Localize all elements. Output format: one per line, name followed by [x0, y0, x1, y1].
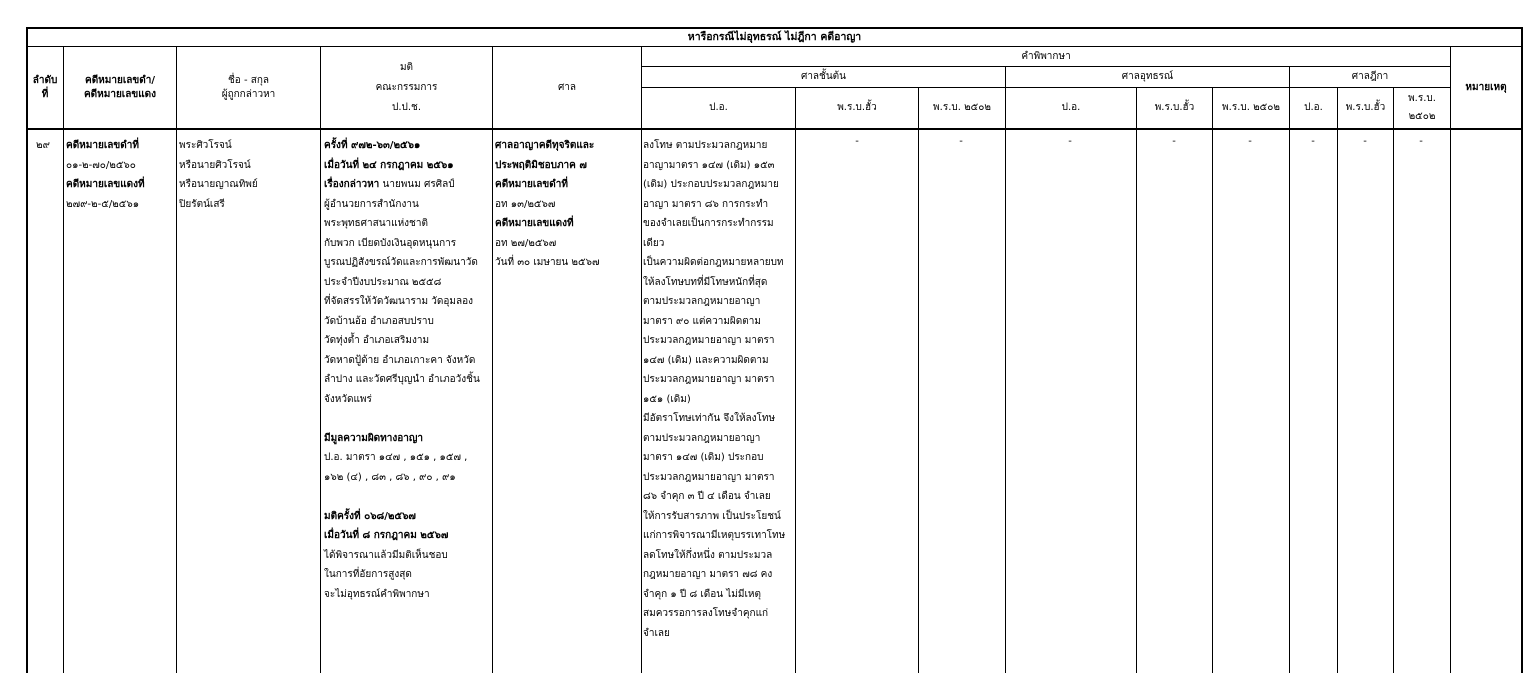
subheader-supreme-pr-2502	[1394, 88, 1450, 128]
resolution-bold-part: เรื่องกล่าวหา	[324, 179, 380, 190]
col-divider	[1136, 87, 1137, 673]
row-case-no	[66, 136, 145, 214]
cell-appeal-pr-old: -	[1172, 136, 1176, 147]
judgment-line: ให้ลงโทษบทที่มีโทษหนักที่สุด	[643, 276, 768, 288]
judgment-line: ประมวลกฎหมายอาญา มาตรา	[643, 374, 775, 385]
resolution-line: จังหวัดแพร่	[324, 393, 372, 405]
right-border	[1521, 27, 1523, 673]
subheader-appeal-po: ป.อ.	[1061, 102, 1081, 113]
resolution-line: ผู้อำนวยการสำนักงาน	[324, 198, 419, 210]
col-divider	[63, 46, 64, 673]
header-case-no-line2: คดีหมายเลขแดง	[83, 88, 157, 100]
resolution-line: เมื่อวันที่ ๒๔ กรกฎาคม ๒๕๖๑	[324, 159, 454, 171]
subheader-supreme-pr-old: พ.ร.บ.ฮั้ว	[1345, 102, 1386, 113]
resolution-line: ป.อ. มาตรา ๑๔๗ , ๑๕๑ , ๑๕๗ ,	[324, 452, 468, 463]
case-no-line: คดีหมายเลขแดงที่	[66, 179, 145, 190]
judgment-line: ๑๕๑ (เดิม)	[643, 393, 691, 405]
cell-supreme-po: -	[1311, 136, 1315, 147]
col-divider	[176, 46, 177, 673]
subheader-appeal-pr-old: พ.ร.บ.ฮั้ว	[1154, 102, 1195, 113]
judgment-line: จำเลย	[643, 627, 670, 639]
row-court	[495, 136, 599, 273]
header-first-court: ศาลชั้นต้น	[800, 71, 847, 82]
header-seq-line2: ที่	[41, 88, 49, 100]
header-resolution-line1: มติ	[399, 61, 414, 73]
resolution-line: เมื่อวันที่ ๘ กรกฎาคม ๒๕๖๗	[324, 530, 449, 541]
col-divider	[1212, 87, 1213, 673]
judgment-line: ลงโทษ ตามประมวลกฎหมาย	[643, 140, 768, 151]
judgment-line: กฎหมายอาญา มาตรา ๗๘ คง	[643, 569, 773, 580]
header-supreme-court: ศาลฎีกา	[1351, 71, 1389, 82]
resolution-line: มีมูลความผิดทางอาญา	[324, 432, 424, 444]
resolution-line: มติครั้งที่ ๐๖๘/๒๕๖๗	[324, 510, 416, 522]
court-line: คดีหมายเลขดำที่	[495, 179, 568, 190]
header-accused-line1: ชื่อ - สกุล	[227, 74, 270, 86]
judgment-line: มีอัตราโทษเท่ากัน จึงให้ลงโทษ	[643, 413, 776, 424]
judgment-line: ประมวลกฎหมายอาญา มาตรา	[643, 335, 775, 346]
resolution-line: วัดบ้านอ้อ อำเภอสบปราบ	[324, 315, 434, 327]
judgment-line: มาตรา ๙๐ แต่ความผิดตาม	[643, 315, 761, 327]
court-line: ศาลอาญาคดีทุจริตและ	[495, 140, 595, 151]
judgment-line: จำคุก ๑ ปี ๘ เดือน ไม่มีเหตุ	[643, 588, 761, 600]
resolution-line: กับพวก เบียดบังเงินอุดหนุนการ	[324, 237, 457, 249]
header-resolution-line2: คณะกรรมการ	[375, 81, 438, 93]
col-divider	[320, 46, 321, 673]
judgment-line: สมควรรอการลงโทษจำคุกแก่	[643, 608, 769, 619]
subheader-supreme-po: ป.อ.	[1304, 102, 1323, 113]
col-divider	[1450, 46, 1451, 673]
resolution-line: ที่จัดสรรให้วัดวัฒนาราม วัดอุมลอง	[324, 296, 473, 307]
col-divider	[1337, 87, 1338, 673]
judgment-line: มาตรา ๑๔๗ (เดิม) ประกอบ	[643, 452, 764, 463]
case-no-line: ๐๑-๒-๗๐/๒๕๖๐	[66, 159, 136, 171]
judgment-line: ตามประมวลกฎหมายอาญา	[643, 432, 761, 444]
judgment-line: ลดโทษให้กึ่งหนึ่ง ตามประมวล	[643, 549, 773, 561]
judgment-line: เป็นความผิดต่อกฎหมายหลายบท	[643, 257, 784, 268]
col-divider	[918, 87, 919, 673]
row-seq: ๒๙	[36, 140, 50, 151]
judgment-line: ๑๔๗ (เดิม) และความผิดตาม	[643, 354, 769, 366]
judgment-line: อาญามาตรา ๑๔๗ (เดิม) ๑๕๓	[643, 159, 775, 171]
judgment-line: (เดิม) ประกอบประมวลกฎหมาย	[643, 179, 779, 190]
resolution-rest-part: นายพนม ศรศิลป์	[379, 179, 455, 190]
resolution-line: ในการที่อัยการสูงสุด	[324, 569, 412, 580]
cell-first-pr-old: -	[855, 136, 859, 147]
resolution-line	[324, 487, 480, 507]
subheader-first-pr-old: พ.ร.บ.ฮั้ว	[837, 102, 877, 113]
cell-first-pr-2502: -	[959, 136, 963, 147]
accused-line: ปิยรัตน์เสรี	[179, 198, 225, 210]
accused-line: หรือนายศิวโรจน์	[179, 159, 251, 171]
court-line: อท ๒๗/๒๕๖๗	[495, 237, 557, 249]
header-appeal-court: ศาลอุทธรณ์	[1121, 71, 1174, 82]
court-line: คดีหมายเลขแดงที่	[495, 218, 574, 229]
accused-line: พระศิวโรจน์	[179, 140, 232, 151]
resolution-line: วัดทุ่งต้ำ อำเภอเสริมงาม	[324, 335, 430, 346]
judgment-line: แก่การพิจารณามีเหตุบรรเทาโทษ	[643, 530, 786, 541]
col-divider	[492, 46, 493, 673]
header-seq-line1: ลำดับ	[32, 74, 58, 86]
header-bottom-border	[26, 128, 1523, 130]
col-divider	[795, 87, 796, 673]
resolution-line	[324, 409, 480, 429]
row-accused	[179, 136, 258, 214]
subheader-first-pr-2502: พ.ร.บ. ๒๕๐๒	[933, 102, 991, 113]
resolution-line: ครั้งที่ ๙๗๒-๖๓/๒๕๖๑	[324, 140, 421, 151]
judgment-line: ตามประมวลกฎหมายอาญา	[643, 296, 761, 307]
col-divider	[1005, 66, 1006, 673]
resolution-line: จะไม่อุทธรณ์คำพิพากษา	[324, 588, 430, 600]
accused-line: หรือนายญาณทิพย์	[179, 179, 258, 190]
judgment-line: ของจำเลยเป็นการกระทำกรรม	[643, 218, 774, 229]
resolution-line: ประจำปีงบประมาณ ๒๕๕๘	[324, 276, 442, 288]
header-resolution	[321, 47, 492, 128]
resolution-line: ได้พิจารณาแล้วมีมติเห็นชอบ	[324, 549, 448, 561]
resolution-line: วัดหาดปู้ด้าย อำเภอเกาะคา จังหวัด	[324, 354, 476, 366]
header-accused-line2: ผู้ถูกกล่าวหา	[221, 88, 276, 100]
judgment-line: ๘๖ จำคุก ๓ ปี ๔ เดือน จำเลย	[643, 491, 771, 502]
resolution-line: ๑๖๒ (๔) , ๘๓ , ๘๖ , ๙๐ , ๙๑	[324, 471, 456, 483]
col-divider	[1393, 87, 1394, 673]
subheader-supreme-pr-2502-line2: ๒๕๐๒	[1408, 111, 1436, 122]
resolution-line	[324, 175, 480, 195]
row-resolution	[324, 136, 480, 604]
case-no-line: คดีหมายเลขดำที่	[66, 140, 139, 151]
case-no-line: ๒๗๙-๒-๕/๒๕๖๑	[66, 198, 140, 210]
cell-appeal-pr-2502: -	[1248, 136, 1252, 147]
judgment-line: ให้การรับสารภาพ เป็นประโยชน์	[643, 510, 781, 522]
table-title: หารือกรณีไม่อุทธรณ์ ไม่ฎีกา คดีอาญา	[687, 31, 862, 43]
col-divider	[1289, 66, 1290, 673]
header-case-no-line1: คดีหมายเลขดำ/	[85, 74, 155, 86]
resolution-line: พระพุทธศาสนาแห่งชาติ	[324, 218, 428, 229]
header-court: ศาล	[557, 81, 577, 93]
cell-supreme-pr-2502: -	[1419, 136, 1423, 147]
subheader-first-po: ป.อ.	[709, 102, 728, 113]
header-resolution-line3: ป.ป.ช.	[391, 101, 422, 113]
resolution-line: ลำปาง และวัดศรีบุญนำ อำเภอวังชิ้น	[324, 374, 480, 385]
row-judgment-first-po	[643, 136, 785, 643]
header-case-no	[64, 47, 176, 128]
judgment-line: เดียว	[643, 237, 665, 249]
court-line: อท ๑๓/๒๕๖๗	[495, 198, 556, 210]
col-divider	[641, 46, 642, 673]
judgment-line: ประมวลกฎหมายอาญา มาตรา	[643, 471, 775, 483]
header-accused	[177, 47, 320, 128]
cell-appeal-po: -	[1068, 136, 1072, 147]
cell-supreme-pr-old: -	[1363, 136, 1367, 147]
court-line: วันที่ ๓๐ เมษายน ๒๕๖๗	[495, 257, 600, 268]
resolution-line: บูรณปฏิสังขรณ์วัดและการพัฒนาวัด	[324, 257, 478, 268]
subheader-supreme-pr-2502-line1: พ.ร.บ.	[1408, 93, 1436, 104]
header-judgment: คำพิพากษา	[1021, 50, 1071, 62]
court-line: ประพฤติมิชอบภาค ๗	[495, 159, 587, 171]
subheader-appeal-pr-2502: พ.ร.บ. ๒๕๐๒	[1222, 102, 1280, 113]
header-seq	[27, 47, 63, 128]
header-remarks: หมายเหตุ	[1465, 81, 1507, 93]
judgment-line: อาญา มาตรา ๘๖ การกระทำ	[643, 198, 769, 210]
